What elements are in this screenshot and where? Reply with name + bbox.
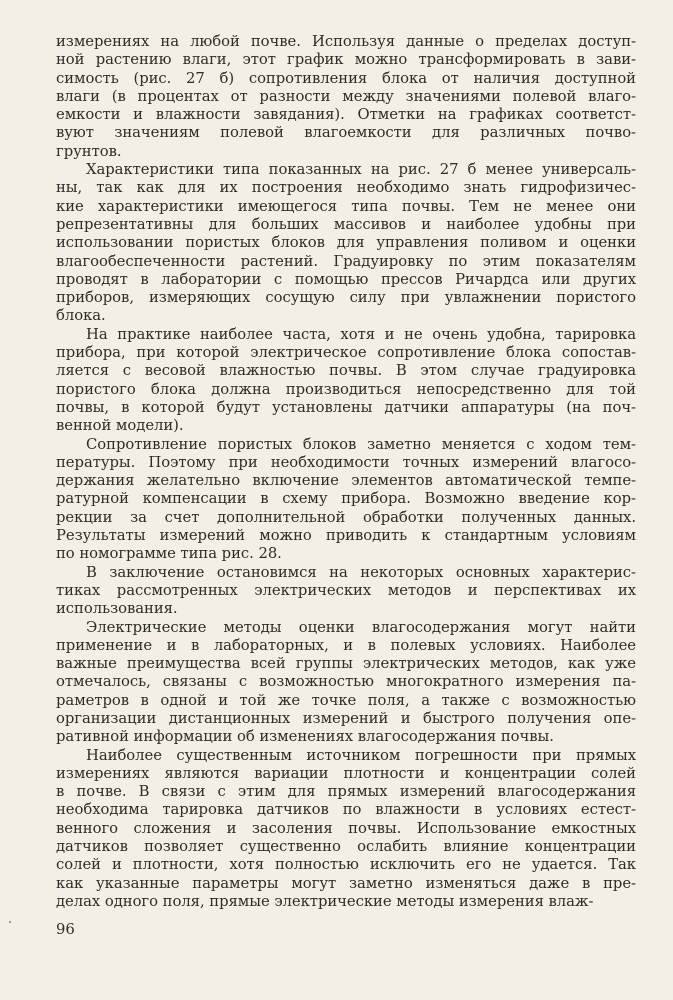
text-line: ны, так как для их построения необходимо знать гидрофизичес- [56, 179, 636, 197]
body-text [56, 33, 636, 911]
text-line: венного сложения и засоления почвы. Использование емкостных [56, 819, 636, 837]
text-line: по номограмме типа рис. 28. [56, 545, 282, 563]
text-line: прибора, при которой электрическое сопротивление блока сопостав- [56, 344, 636, 362]
text-line: Характеристики типа показанных на рис. 27 б менее универсаль- [86, 161, 636, 179]
text-line: необходима тарировка датчиков по влажности в условиях естест- [56, 801, 636, 819]
text-line: применение и в лабораторных, и в полевых условиях. Наиболее [56, 636, 636, 654]
paragraph [56, 326, 636, 436]
text-line: в почве. В связи с этим для прямых измерений влагосодержания [56, 783, 636, 801]
text-line: отмечалось, связаны с возможностью многократного измерения па- [56, 673, 636, 691]
text-line: приборов, измеряющих сосущую силу при увлажнении пористого [56, 289, 636, 307]
text-line: пературы. Поэтому при необходимости точных измерений влагосо- [56, 453, 636, 471]
text-line: держания желательно включение элементов автоматической темпе- [56, 472, 636, 490]
text-line: рекции за счет дополнительной обработки полученных данных. [56, 508, 636, 526]
text-line: емкости и влажности завядания). Отметки на графиках соответст- [56, 106, 636, 124]
text-line: организации дистанционных измерений и быстрого получения опе- [56, 709, 636, 727]
paragraph [56, 747, 636, 912]
text-line: Результаты измерений можно приводить к стандартным условиям [56, 527, 636, 545]
text-line: На практике наиболее часта, хотя и не очень удобна, тарировка [86, 325, 636, 343]
text-line: кие характеристики имеющегося типа почвы. Тем не менее они [56, 197, 636, 215]
text-line: Электрические методы оценки влагосодержания могут найти [86, 618, 636, 636]
text-line: тиках рассмотренных электрических методов и перспективах их [56, 581, 636, 599]
text-line: ной растению влаги, этот график можно трансформировать в зави- [56, 51, 636, 69]
text-line: как указанные параметры могут заметно изменяться даже в пре- [56, 874, 636, 892]
text-line: использовании пористых блоков для управления поливом и оценки [56, 234, 636, 252]
text-line: влаги (в процентах от разности между значениями полевой влаго- [56, 87, 636, 105]
text-line: Наиболее существенным источником погрешности при прямых [86, 746, 636, 764]
paragraph [56, 161, 636, 326]
scan-speck [9, 921, 11, 923]
text-line: блока. [56, 307, 106, 325]
text-line: важные преимущества всей группы электрических методов, как уже [56, 655, 636, 673]
text-line: солей и плотности, хотя полностью исключить его не удается. Так [56, 856, 636, 874]
text-line: венной модели). [56, 417, 184, 435]
text-line: пористого блока должна производиться непосредственно для той [56, 380, 636, 398]
text-line: вуют значениям полевой влагоемкости для различных почво- [56, 124, 636, 142]
text-line: раметров в одной и той же точке поля, а также с возможностью [56, 691, 636, 709]
text-line: почвы, в которой будут установлены датчики аппаратуры (на поч- [56, 398, 636, 416]
paragraph [56, 619, 636, 747]
text-line: ляется с весовой влажностью почвы. В этом случае градуировка [56, 362, 636, 380]
text-line: грунтов. [56, 142, 122, 160]
text-line: репрезентативны для больших массивов и наиболее удобны при [56, 215, 636, 233]
text-line: В заключение остановимся на некоторых основных характерис- [86, 563, 636, 581]
paragraph [56, 33, 636, 161]
paragraph [56, 564, 636, 619]
text-line: измерениях являются вариации плотности и концентрации солей [56, 764, 636, 782]
text-line: измерениях на любой почве. Используя данные о пределах доступ- [56, 33, 636, 50]
text-line: датчиков позволяет существенно ослабить влияние концентрации [56, 838, 636, 856]
text-line: ратурной компенсации в схему прибора. Возможно введение кор- [56, 490, 636, 508]
text-line: использования. [56, 600, 178, 618]
text-line: делах одного поля, прямые электрические методы измерения влаж- [56, 892, 594, 910]
page-number: 96 [56, 921, 75, 938]
text-line: влагообеспеченности растений. Градуировку по этим показателям [56, 252, 636, 270]
text-line: Сопротивление пористых блоков заметно меняется с ходом тем- [86, 435, 636, 453]
text-line: проводят в лаборатории с помощью прессов Ричардса или других [56, 270, 636, 288]
text-line: симость (рис. 27 б) сопротивления блока от наличия доступной [56, 69, 636, 87]
paragraph [56, 436, 636, 564]
text-line: ративной информации об изменениях влагосодержания почвы. [56, 728, 554, 746]
